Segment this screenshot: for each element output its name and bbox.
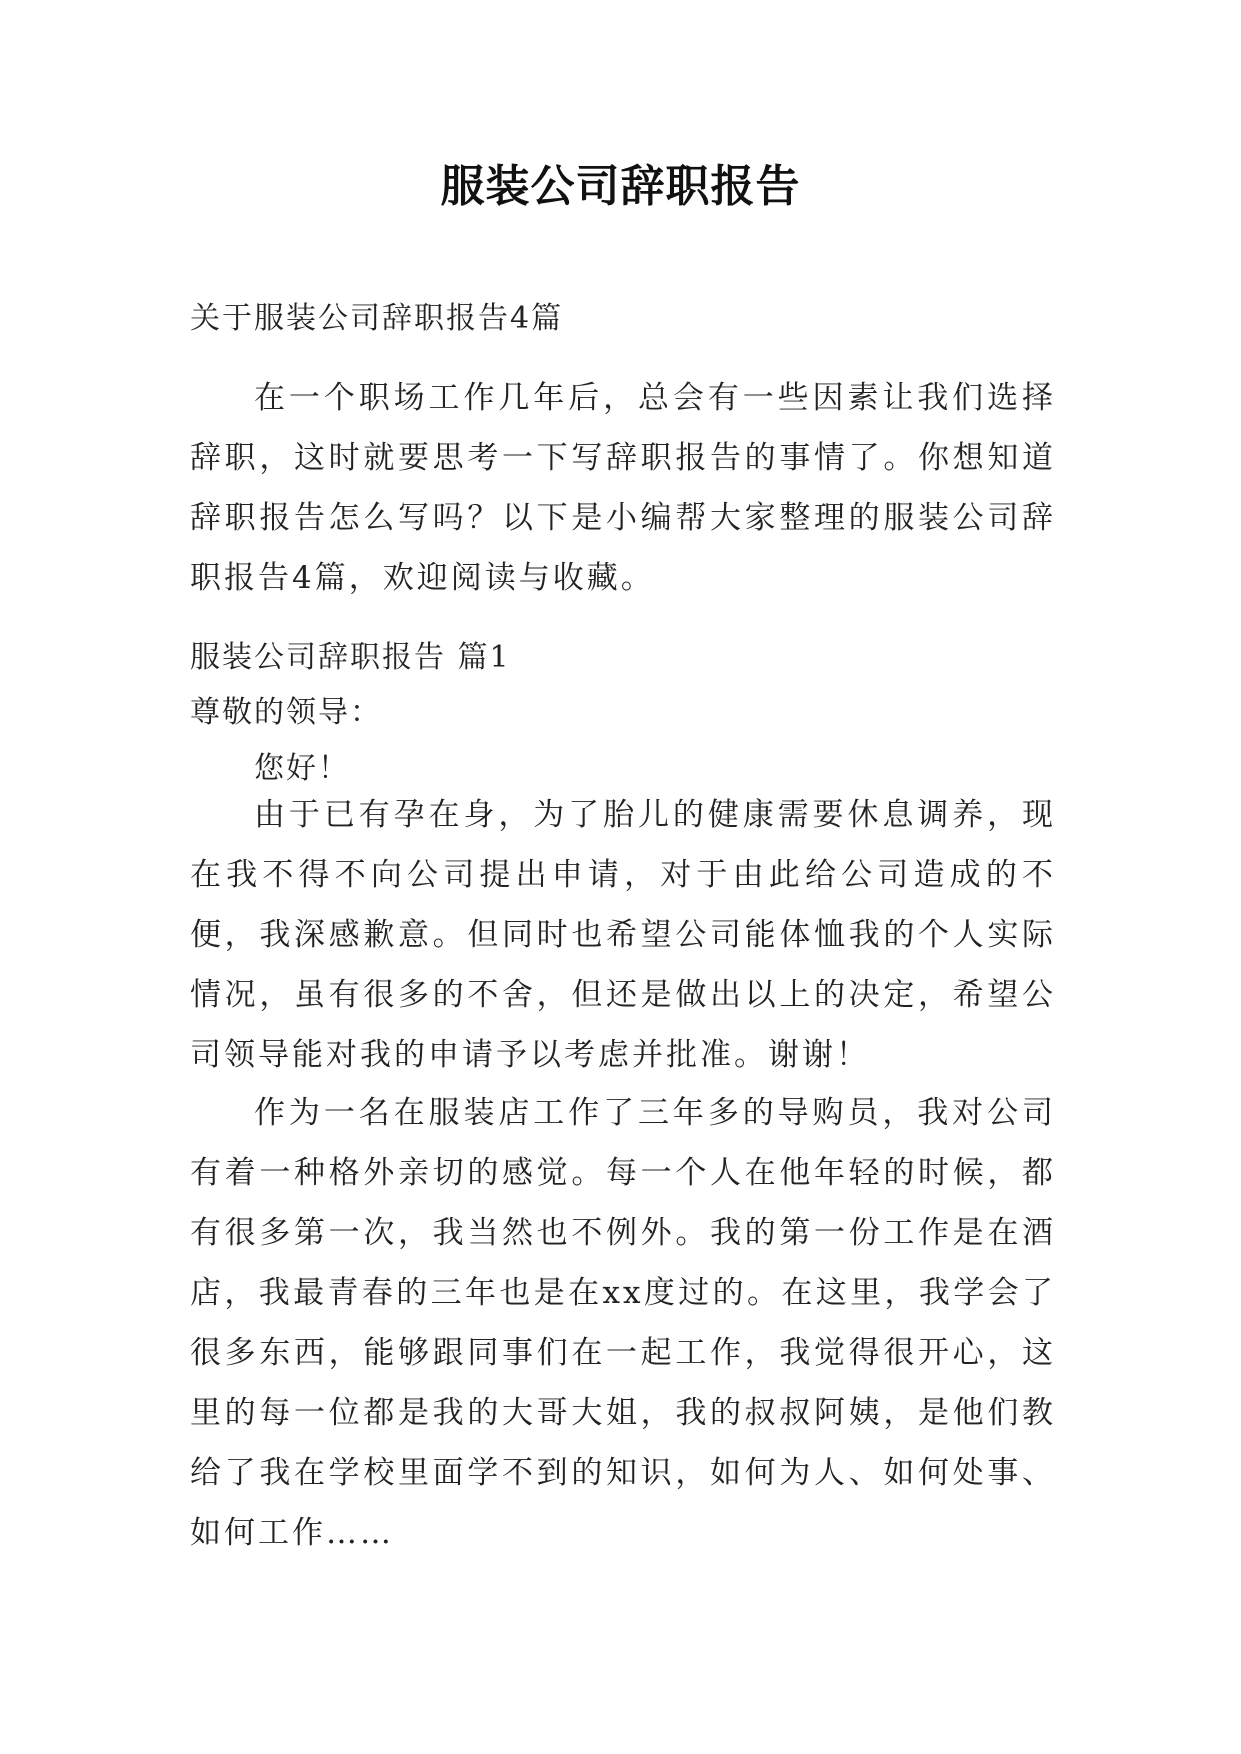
body-paragraph-2: 作为一名在服装店工作了三年多的导购员，我对公司有着一种格外亲切的感觉。每一个人在他年轻的时候，都有很多第一次，我当然也不例外。我的第一份工作是在酒店，我最青春的三年也是在xx度过的。在这里，我学会了很多东西，能够跟同事们在一起工作，我觉得很开心，这里的每一位都是我的大哥大姐，我的叔叔阿姨，是他们教给了我在学校里面学不到的知识，如何为人、如何处事、如何工作…… xyxy=(190,1095,1056,1551)
salutation: 尊敬的领导： xyxy=(190,695,382,730)
section-heading: 服装公司辞职报告 篇1 xyxy=(190,640,511,675)
body-paragraph-1: 由于已有孕在身，为了胎儿的健康需要休息调养，现在我不得不向公司提出申请，对于由此给公司造成的不便，我深感歉意。但同时也希望公司能体恤我的个人实际情况，虽有很多的不舍，但还是做出以上的决定，希望公司领导能对我的申请予以考虑并批准。谢谢！ xyxy=(190,797,1056,1073)
intro-paragraph: 在一个职场工作几年后，总会有一些因素让我们选择辞职，这时就要思考一下写辞职报告的事情了。你想知道辞职报告怎么写吗？以下是小编帮大家整理的服装公司辞职报告4篇，欢迎阅读与收藏。 xyxy=(190,380,1056,596)
document-title: 服装公司辞职报告 xyxy=(440,161,801,212)
greeting: 您好！ xyxy=(254,751,350,786)
document-subtitle: 关于服装公司辞职报告4篇 xyxy=(190,301,564,336)
